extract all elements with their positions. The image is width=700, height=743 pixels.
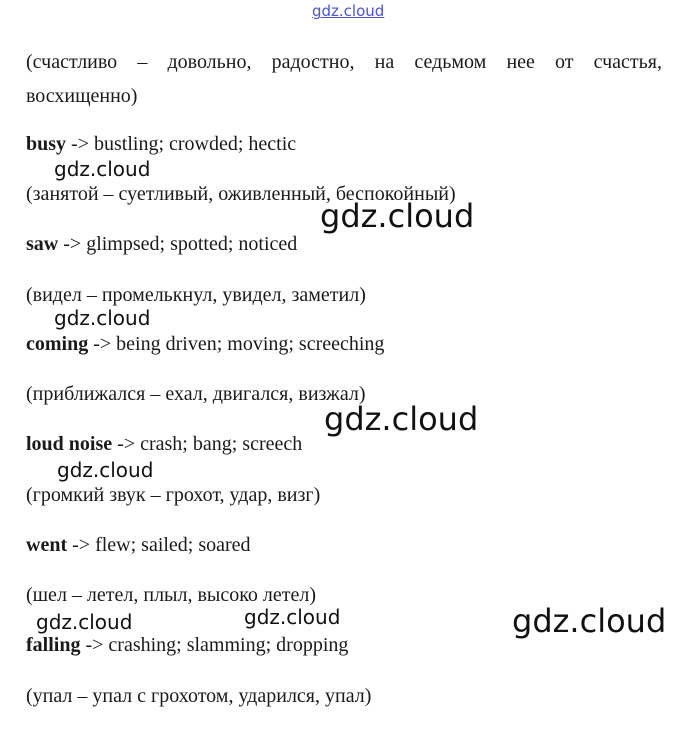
watermark: gdz.cloud: [320, 197, 475, 235]
intro-line-2: восхищенно): [26, 85, 138, 107]
entry-word: loud noise: [26, 433, 113, 455]
entry-word: coming: [26, 333, 89, 355]
entry-busy: [26, 132, 296, 156]
watermark: gdz.cloud: [54, 306, 151, 330]
site-link[interactable]: gdz.cloud: [312, 2, 385, 20]
watermark: gdz.cloud: [54, 157, 151, 181]
entry-arrow: ->: [67, 534, 96, 556]
entry-synonyms: crash; bang; screech: [140, 433, 303, 455]
entry-synonyms: flew; sailed; soared: [95, 534, 251, 556]
watermark: gdz.cloud: [244, 605, 341, 629]
entry-arrow: ->: [80, 634, 109, 656]
entry-arrow: ->: [88, 333, 117, 355]
entry-saw: [26, 232, 297, 256]
entry-word: busy: [26, 133, 67, 155]
watermark: gdz.cloud: [36, 610, 133, 634]
entry-went-translation: (шел – летел, плыл, высоко летел): [26, 584, 317, 606]
entry-arrow: ->: [58, 233, 87, 255]
entry-busy-translation: (занятой – суетливый, оживленный, беспокойный): [26, 183, 456, 205]
entry-saw-translation: (видел – промелькнул, увидел, заметил): [26, 284, 366, 306]
entry-went: [26, 533, 251, 557]
watermark: gdz.cloud: [324, 400, 479, 438]
entry-synonyms: crashing; slamming; dropping: [108, 634, 349, 656]
entry-arrow: ->: [66, 133, 94, 155]
entry-word: went: [26, 534, 68, 556]
entry-falling: [26, 633, 348, 657]
watermark: gdz.cloud: [57, 458, 154, 482]
entry-arrow: ->: [112, 433, 141, 455]
entry-loud-noise-translation: (громкий звук – грохот, удар, визг): [26, 484, 321, 506]
entry-word: saw: [26, 233, 59, 255]
entry-synonyms: bustling; crowded; hectic: [93, 133, 297, 155]
entry-coming: [26, 332, 384, 356]
entry-falling-translation: (упал – упал с грохотом, ударился, упал): [26, 685, 372, 707]
entry-coming-translation: (приближался – ехал, двигался, визжал): [26, 383, 366, 405]
watermark: gdz.cloud: [512, 602, 667, 640]
intro-line-1: (счастливо – довольно, радостно, на седьмом нее от счастья,: [26, 51, 662, 73]
entry-synonyms: being driven; moving; screeching: [116, 333, 385, 355]
entry-loud-noise: [26, 432, 302, 456]
entry-synonyms: glimpsed; spotted; noticed: [86, 233, 298, 255]
entry-word: falling: [26, 634, 81, 656]
